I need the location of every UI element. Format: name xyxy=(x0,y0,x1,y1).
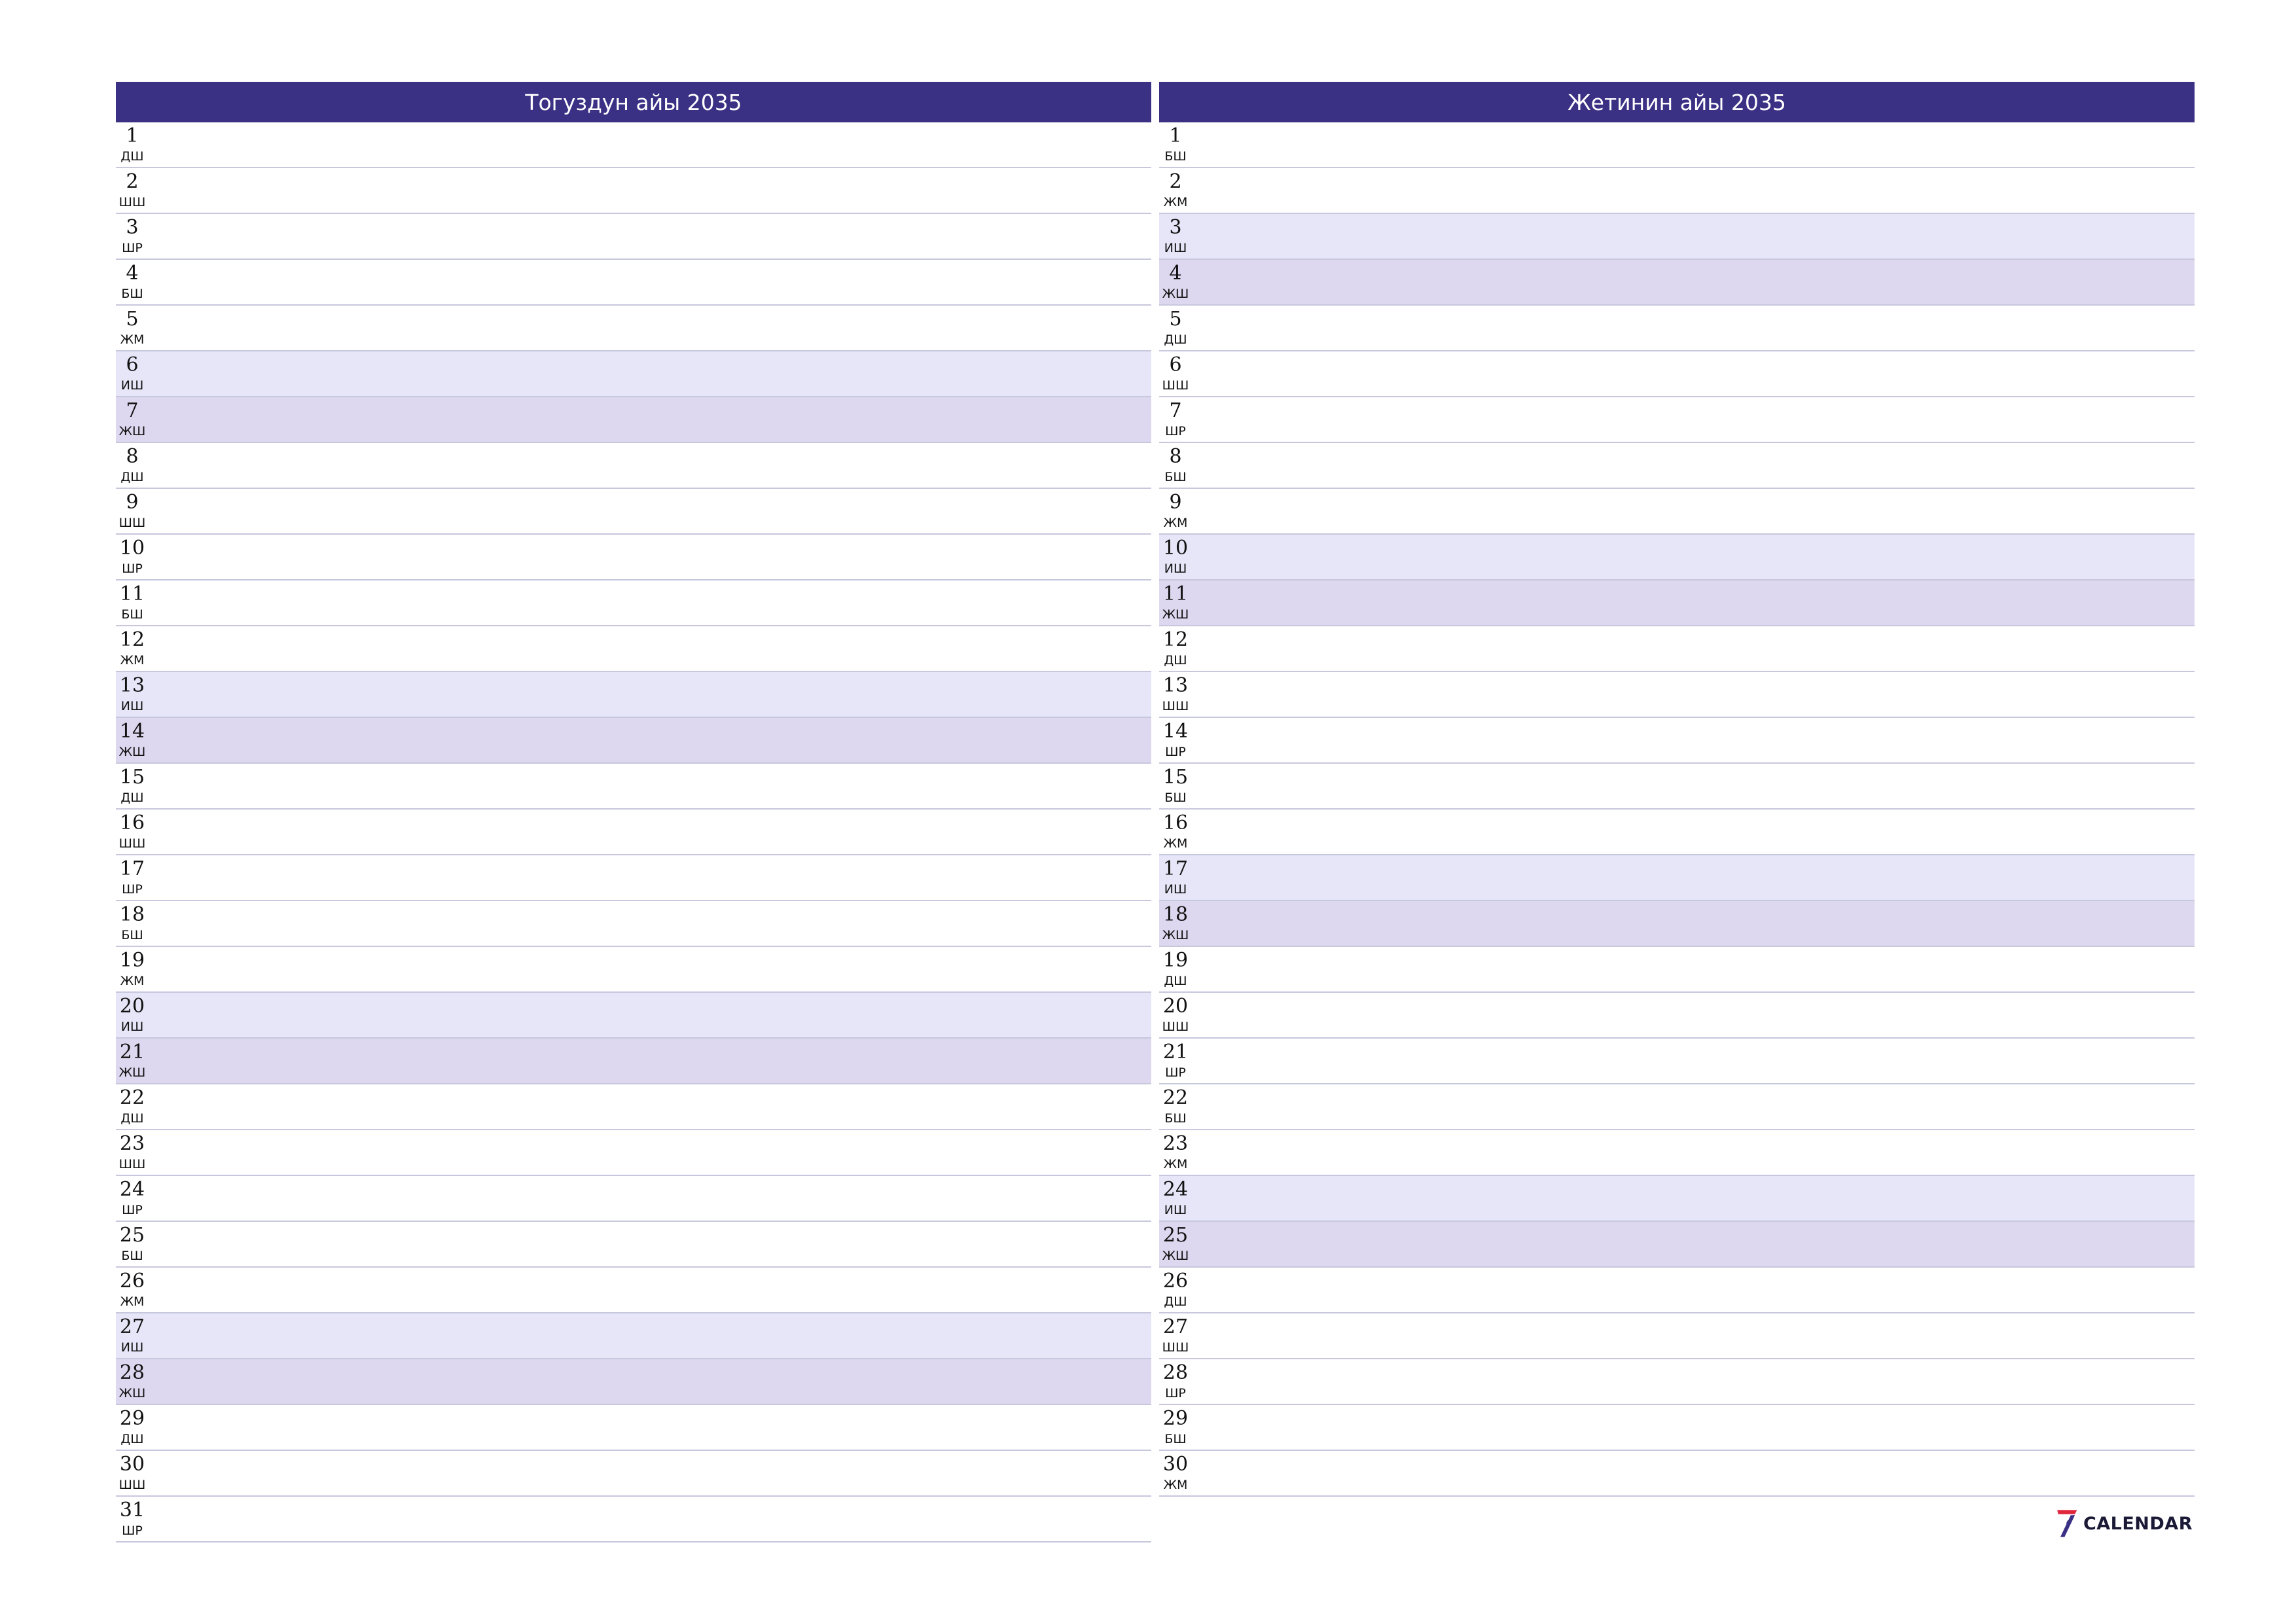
day-row xyxy=(116,672,1151,718)
day-row xyxy=(1159,810,2195,855)
day-row xyxy=(1159,1084,2195,1130)
day-row xyxy=(1159,1313,2195,1359)
brand-logo xyxy=(2055,1504,2193,1543)
day-row xyxy=(1159,1405,2195,1451)
day-number: 9 xyxy=(1169,491,1182,514)
day-row xyxy=(116,901,1151,947)
day-row xyxy=(116,1222,1151,1268)
weekday-label: ШР xyxy=(122,1203,143,1217)
day-number: 3 xyxy=(1169,216,1182,239)
day-number: 15 xyxy=(119,766,145,789)
weekday-label: ЖМ xyxy=(120,653,145,668)
day-row xyxy=(116,1451,1151,1497)
day-number: 7 xyxy=(126,399,139,422)
weekday-label: ДШ xyxy=(1164,332,1187,347)
weekday-label: БШ xyxy=(121,287,143,301)
day-number: 17 xyxy=(1162,857,1189,880)
weekday-label: ЖШ xyxy=(118,424,146,438)
weekday-label: ДШ xyxy=(120,791,144,805)
day-number: 31 xyxy=(119,1499,145,1522)
day-number: 16 xyxy=(1162,812,1189,834)
day-number: 1 xyxy=(126,124,139,147)
day-row xyxy=(1159,1130,2195,1176)
day-row xyxy=(116,810,1151,855)
day-row xyxy=(116,443,1151,489)
weekday-label: ЖМ xyxy=(120,1294,145,1309)
day-number: 26 xyxy=(119,1270,145,1293)
day-number: 11 xyxy=(119,582,145,605)
day-number: 12 xyxy=(119,628,145,651)
day-row xyxy=(1159,1222,2195,1268)
weekday-label: ШР xyxy=(122,882,143,897)
day-number: 21 xyxy=(119,1041,145,1063)
weekday-label: ЖМ xyxy=(1163,836,1188,851)
weekday-label: ШР xyxy=(1165,424,1186,438)
day-row xyxy=(116,855,1151,901)
day-row xyxy=(116,535,1151,580)
day-row xyxy=(1159,764,2195,810)
day-row xyxy=(116,1130,1151,1176)
day-number: 25 xyxy=(1162,1224,1189,1247)
day-number: 23 xyxy=(1162,1132,1189,1155)
day-number: 20 xyxy=(1162,995,1189,1018)
day-number: 27 xyxy=(119,1315,145,1338)
day-number: 28 xyxy=(119,1361,145,1384)
weekday-label: ЖМ xyxy=(1163,1157,1188,1171)
weekday-label: ШШ xyxy=(1162,1340,1189,1355)
day-number: 22 xyxy=(1162,1086,1189,1109)
weekday-label: БШ xyxy=(1164,149,1187,164)
day-number: 4 xyxy=(126,262,139,285)
day-row xyxy=(116,580,1151,626)
day-row xyxy=(1159,214,2195,260)
day-row xyxy=(116,1313,1151,1359)
day-row xyxy=(1159,306,2195,351)
day-number: 4 xyxy=(1169,262,1182,285)
day-number: 18 xyxy=(119,903,145,926)
day-number: 19 xyxy=(119,949,145,972)
weekday-label: ДШ xyxy=(1164,1294,1187,1309)
weekday-label: ШШ xyxy=(118,195,146,209)
day-row xyxy=(116,214,1151,260)
day-number: 28 xyxy=(1162,1361,1189,1384)
weekday-label: ЖШ xyxy=(1162,607,1189,622)
weekday-label: ЖМ xyxy=(120,974,145,988)
weekday-label: ЖШ xyxy=(118,1065,146,1080)
weekday-label: ИШ xyxy=(120,1020,144,1034)
day-row xyxy=(116,351,1151,397)
day-row xyxy=(1159,672,2195,718)
day-number: 30 xyxy=(1162,1453,1189,1476)
weekday-label: ЖМ xyxy=(1163,1478,1188,1492)
seven-icon xyxy=(2055,1505,2078,1542)
weekday-label: БШ xyxy=(1164,791,1187,805)
weekday-label: БШ xyxy=(1164,1432,1187,1446)
day-row xyxy=(1159,993,2195,1039)
weekday-label: ШШ xyxy=(1162,699,1189,713)
day-number: 22 xyxy=(119,1086,145,1109)
day-number: 24 xyxy=(1162,1178,1189,1201)
day-row xyxy=(116,306,1151,351)
weekday-label: ШР xyxy=(1165,1065,1186,1080)
day-row xyxy=(1159,489,2195,535)
day-number: 2 xyxy=(126,170,139,193)
day-number: 23 xyxy=(119,1132,145,1155)
day-row xyxy=(1159,535,2195,580)
day-row xyxy=(116,489,1151,535)
day-number: 18 xyxy=(1162,903,1189,926)
day-row xyxy=(1159,626,2195,672)
day-row xyxy=(116,718,1151,764)
day-row xyxy=(116,764,1151,810)
day-number: 16 xyxy=(119,812,145,834)
weekday-label: ШР xyxy=(122,1524,143,1538)
day-number: 7 xyxy=(1169,399,1182,422)
day-number: 10 xyxy=(119,537,145,560)
weekday-label: ИШ xyxy=(120,1340,144,1355)
weekday-label: ШР xyxy=(122,562,143,576)
day-row xyxy=(1159,901,2195,947)
day-row xyxy=(116,993,1151,1039)
weekday-label: ИШ xyxy=(120,699,144,713)
weekday-label: ШР xyxy=(1165,745,1186,759)
day-number: 26 xyxy=(1162,1270,1189,1293)
weekday-label: ШШ xyxy=(118,516,146,530)
weekday-label: ШШ xyxy=(118,1478,146,1492)
month-title: Жетинин айы 2035 xyxy=(1159,82,2195,122)
day-row xyxy=(116,626,1151,672)
weekday-label: ИШ xyxy=(1164,1203,1187,1217)
weekday-label: БШ xyxy=(1164,470,1187,484)
day-row xyxy=(1159,1268,2195,1313)
day-row xyxy=(1159,260,2195,306)
day-number: 8 xyxy=(126,445,139,468)
day-row xyxy=(1159,1451,2195,1497)
weekday-label: ЖМ xyxy=(1163,195,1188,209)
day-number: 24 xyxy=(119,1178,145,1201)
day-row xyxy=(1159,443,2195,489)
day-number: 20 xyxy=(119,995,145,1018)
weekday-label: ЖШ xyxy=(118,745,146,759)
day-number: 27 xyxy=(1162,1315,1189,1338)
weekday-label: ШШ xyxy=(118,1157,146,1171)
month-left xyxy=(116,82,1151,1543)
day-number: 19 xyxy=(1162,949,1189,972)
day-row xyxy=(116,1359,1151,1405)
weekday-label: ЖМ xyxy=(120,332,145,347)
weekday-label: ЖШ xyxy=(1162,1249,1189,1263)
day-number: 10 xyxy=(1162,537,1189,560)
weekday-label: ЖШ xyxy=(1162,928,1189,942)
day-row xyxy=(116,1405,1151,1451)
weekday-label: ЖШ xyxy=(1162,287,1189,301)
day-number: 6 xyxy=(1169,353,1182,376)
day-row xyxy=(1159,168,2195,214)
day-number: 12 xyxy=(1162,628,1189,651)
day-number: 13 xyxy=(119,674,145,697)
weekday-label: ИШ xyxy=(120,378,144,393)
day-number: 6 xyxy=(126,353,139,376)
weekday-label: БШ xyxy=(121,607,143,622)
day-number: 30 xyxy=(119,1453,145,1476)
weekday-label: ИШ xyxy=(1164,241,1187,255)
weekday-label: ШШ xyxy=(118,836,146,851)
weekday-label: БШ xyxy=(121,1249,143,1263)
day-number: 14 xyxy=(119,720,145,743)
day-number: 5 xyxy=(126,308,139,330)
day-row xyxy=(116,397,1151,443)
day-number: 15 xyxy=(1162,766,1189,789)
month-title: Тогуздун айы 2035 xyxy=(116,82,1151,122)
day-row xyxy=(116,947,1151,993)
day-number: 2 xyxy=(1169,170,1182,193)
weekday-label: ЖШ xyxy=(118,1386,146,1400)
day-row xyxy=(1159,1176,2195,1222)
day-number: 25 xyxy=(119,1224,145,1247)
day-number: 29 xyxy=(119,1407,145,1430)
weekday-label: ЖМ xyxy=(1163,516,1188,530)
day-row xyxy=(116,122,1151,168)
day-row xyxy=(116,1039,1151,1084)
day-row xyxy=(1159,1039,2195,1084)
day-number: 17 xyxy=(119,857,145,880)
day-row xyxy=(116,168,1151,214)
day-number: 14 xyxy=(1162,720,1189,743)
month-right xyxy=(1159,82,2195,1497)
day-number: 3 xyxy=(126,216,139,239)
day-row xyxy=(116,1176,1151,1222)
day-row xyxy=(1159,855,2195,901)
weekday-label: ДШ xyxy=(120,1432,144,1446)
day-list xyxy=(116,122,1151,1543)
weekday-label: БШ xyxy=(121,928,143,942)
weekday-label: ШШ xyxy=(1162,1020,1189,1034)
weekday-label: ДШ xyxy=(1164,653,1187,668)
day-row xyxy=(1159,351,2195,397)
weekday-label: ДШ xyxy=(1164,974,1187,988)
day-row xyxy=(116,1084,1151,1130)
weekday-label: ДШ xyxy=(120,149,144,164)
day-row xyxy=(1159,122,2195,168)
day-row xyxy=(1159,580,2195,626)
weekday-label: ШР xyxy=(122,241,143,255)
weekday-label: БШ xyxy=(1164,1111,1187,1126)
day-row xyxy=(1159,718,2195,764)
day-number: 11 xyxy=(1162,582,1189,605)
day-number: 13 xyxy=(1162,674,1189,697)
day-number: 21 xyxy=(1162,1041,1189,1063)
day-row xyxy=(1159,397,2195,443)
day-number: 1 xyxy=(1169,124,1182,147)
weekday-label: ДШ xyxy=(120,470,144,484)
day-number: 29 xyxy=(1162,1407,1189,1430)
day-list xyxy=(1159,122,2195,1497)
day-number: 5 xyxy=(1169,308,1182,330)
weekday-label: ШШ xyxy=(1162,378,1189,393)
day-row xyxy=(116,1497,1151,1543)
weekday-label: ИШ xyxy=(1164,882,1187,897)
day-number: 8 xyxy=(1169,445,1182,468)
weekday-label: ИШ xyxy=(1164,562,1187,576)
day-row xyxy=(116,260,1151,306)
day-row xyxy=(116,1268,1151,1313)
logo-text: CALENDAR xyxy=(2083,1513,2193,1534)
day-number: 9 xyxy=(126,491,139,514)
weekday-label: ДШ xyxy=(120,1111,144,1126)
weekday-label: ШР xyxy=(1165,1386,1186,1400)
day-row xyxy=(1159,1359,2195,1405)
day-row xyxy=(1159,947,2195,993)
